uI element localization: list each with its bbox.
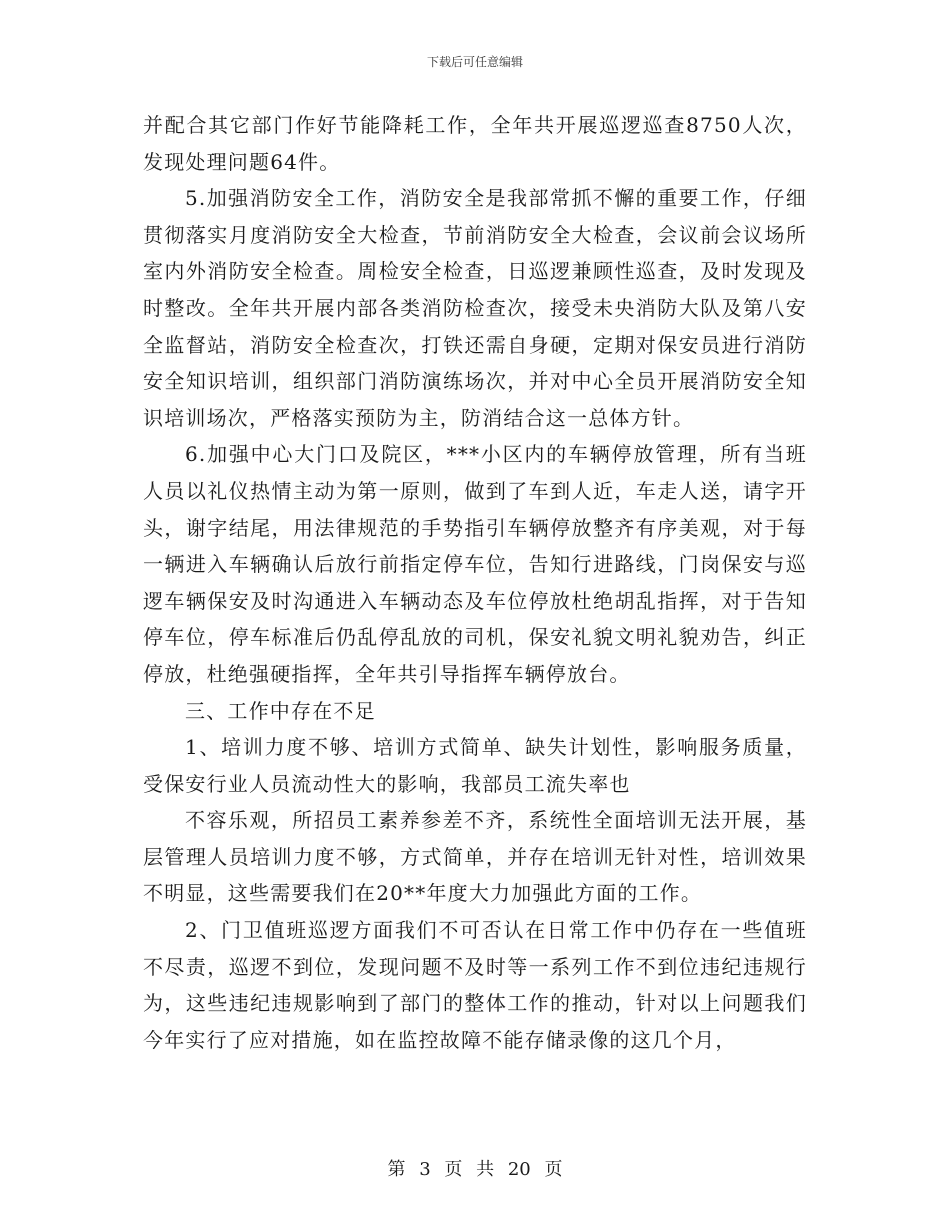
page-number-footer: 第 3 页 共 20 页 (387, 1159, 563, 1180)
page-header: 下载后可任意编辑 (426, 55, 523, 69)
paragraph-2: 5.加强消防安全工作，消防安全是我部常抓不懈的重要工作，仔细贯彻落实月度消防安全大检查，节前消防安全大检查，会议前会议场所室内外消防安全检查。周检安全检查，日巡逻兼顾性巡查，及时发现及时整改。全年共开展内部各类消防检查次，接受未央消防大队及第八安全监督站，消防安全检查次，打铁还需自身硬，定期对保安员进行消防安全知识培训，组织部门消防演练场次，并对中心全员开展消防安全知识培训场次，严格落实预防为主，防消结合这一总体方针。 (143, 186, 807, 430)
paragraph-6: 不容乐观，所招员工素养参差不齐，系统性全面培训无法开展，基层管理人员培训力度不够，方式简单，并存在培训无针对性，培训效果不明显，这些需要我们在20**年度大力加强此方面的工作。 (143, 808, 807, 906)
section-heading-3: 三、工作中存在不足 (185, 698, 376, 723)
document-body (143, 107, 807, 1058)
paragraph-7: 2、门卫值班巡逻方面我们不可否认在日常工作中仍存在一些值班不尽责，巡逻不到位，发现问题不及时等一系列工作不到位违纪违规行为，这些违纪违规影响到了部门的整体工作的推动，针对以上问题我们今年实行了应对措施，如在监控故障不能存储录像的这几个月， (143, 918, 807, 1052)
paragraph-3: 6.加强中心大门口及院区，***小区内的车辆停放管理，所有当班人员以礼仪热情主动为第一原则，做到了车到人近，车走人送，请字开头，谢字结尾，用法律规范的手势指引车辆停放整齐有序美观，对于每一辆进入车辆确认后放行前指定停车位，告知行进路线，门岗保安与巡逻车辆保安及时沟通进入车辆动态及车位停放杜绝胡乱指挥，对于告知停车位，停车标准后仍乱停乱放的司机，保安礼貌文明礼貌劝告，纠正停放，杜绝强硬指挥，全年共引导指挥车辆停放台。 (143, 442, 807, 686)
paragraph-1: 并配合其它部门作好节能降耗工作，全年共开展巡逻巡查8750人次，发现处理问题64件。 (143, 113, 807, 174)
paragraph-5: 1、培训力度不够、培训方式简单、缺失计划性，影响服务质量，受保安行业人员流动性大的影响，我部员工流失率也 (143, 735, 807, 796)
